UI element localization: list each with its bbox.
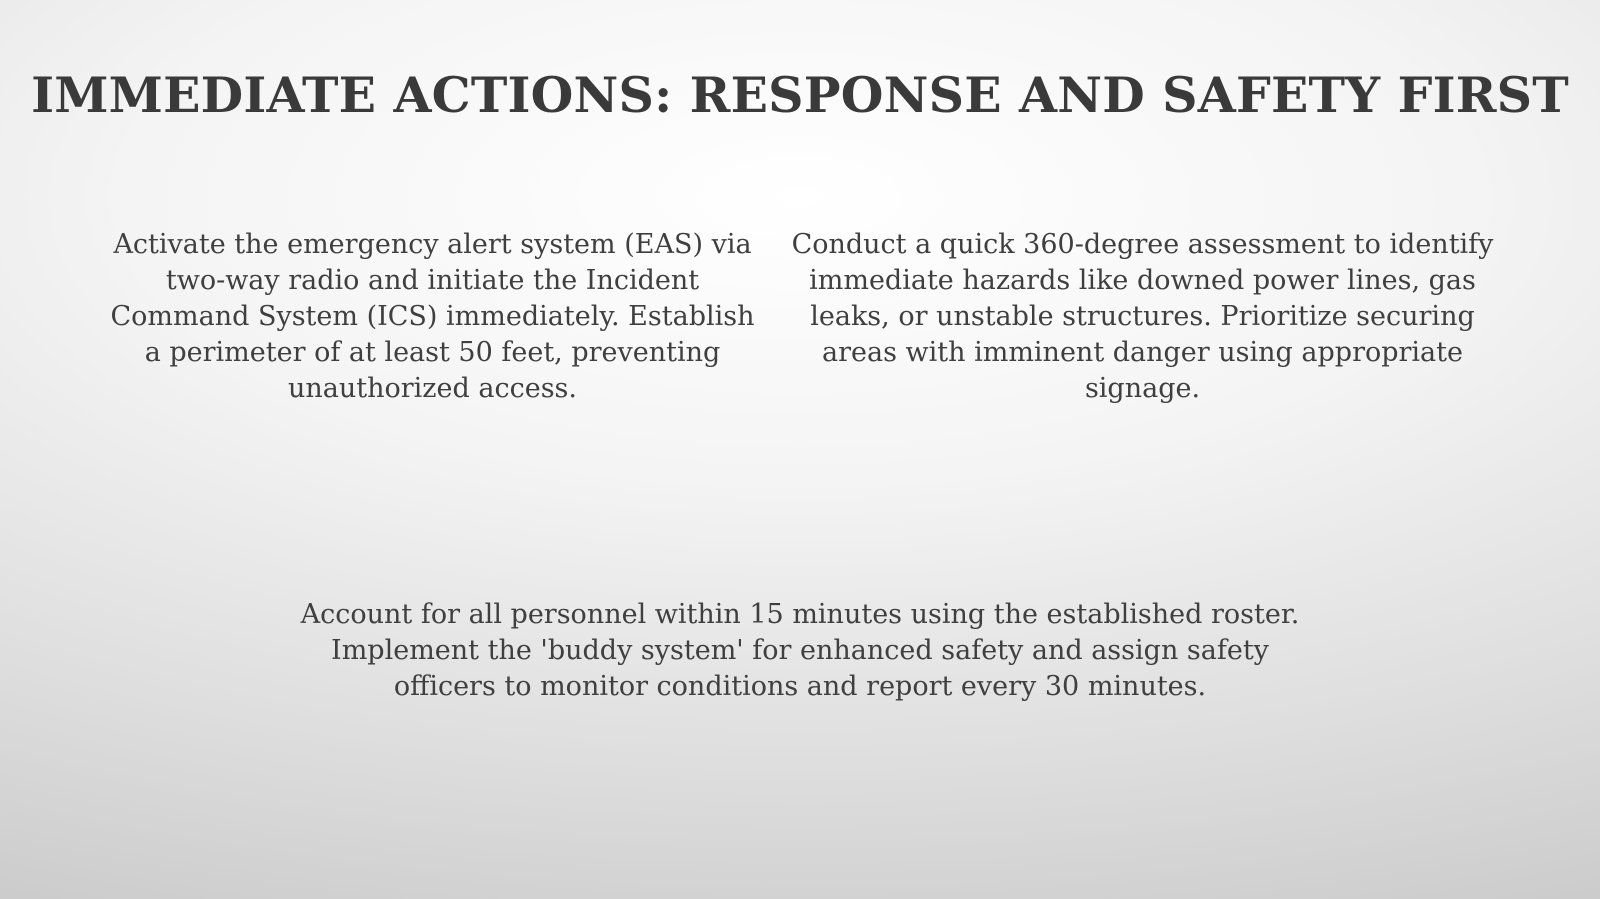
paragraph-left: Activate the emergency alert system (EAS) via two-way radio and initiate the Incident Command System (ICS) immediately. Establish a perimeter of at least 50 feet, preventing unauthorized access. (110, 229, 755, 404)
paragraph-right: Conduct a quick 360-degree assessment to identify immediate hazards like downed power lines, gas leaks, or unstable structures. Prioritize securing areas with imminent danger using appropriate signage. (791, 229, 1494, 404)
paragraph-bottom: Account for all personnel within 15 minutes using the established roster. Implement the 'buddy system' for enhanced safety and assign safety officers to monitor conditions and report every 30 minutes. (300, 599, 1300, 702)
slide-title: IMMEDIATE ACTIONS: RESPONSE AND SAFETY FIRST (31, 66, 1569, 124)
